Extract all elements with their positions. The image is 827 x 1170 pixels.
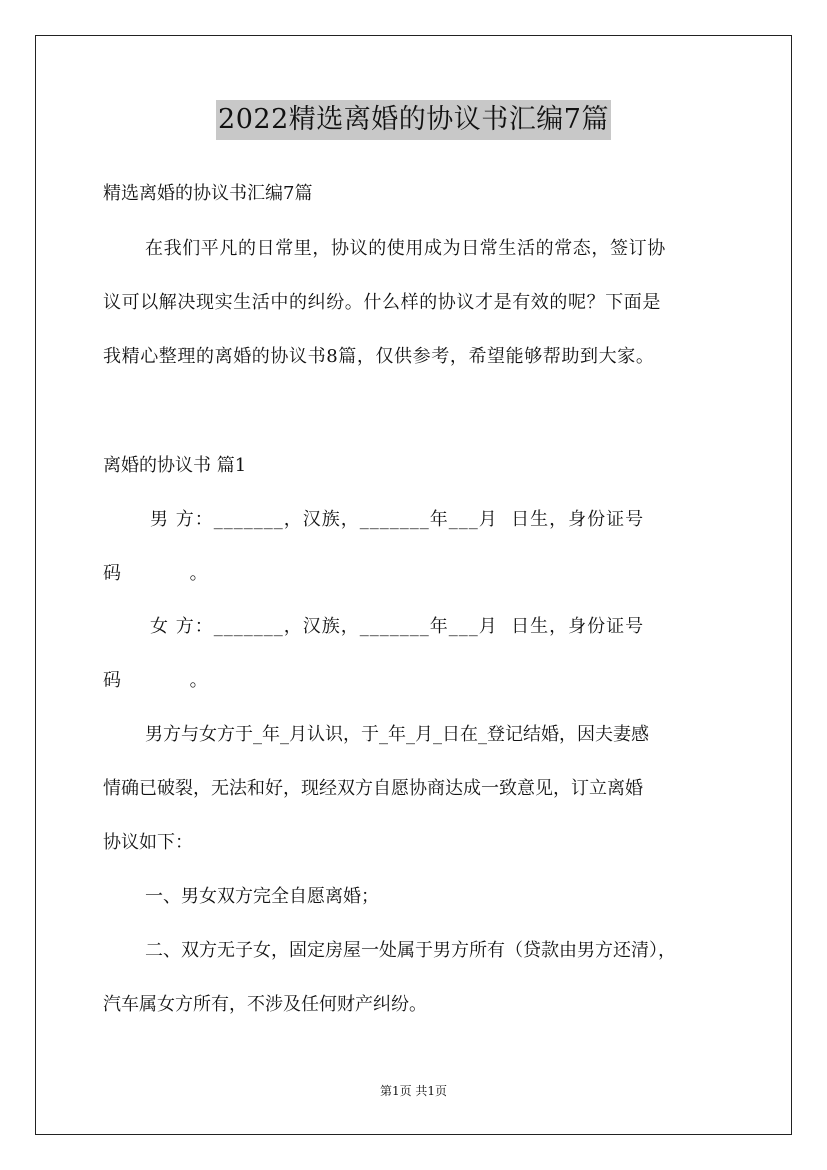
page-footer: 第1页 共1页 [379, 1084, 448, 1098]
body-line-2: 情确已破裂，无法和好，现经双方自愿协商达成一致意见，订立离婚 [103, 778, 643, 799]
intro-line-3: 我精心整理的离婚的协议书8篇，仅供参考，希望能够帮助到大家。 [103, 346, 655, 367]
body-line-1: 男方与女方于_年_月认识，于_年_月_日在_登记结婚，因夫妻感 [145, 724, 649, 745]
section-heading: 离婚的协议书 篇1 [103, 455, 247, 476]
clause-2-line-2: 汽车属女方所有，不涉及任何财产纠纷。 [103, 994, 427, 1015]
male-party-line: 男 方：_______，汉族，_______年___月 日生，身份证号 [150, 509, 645, 530]
clause-1: 一、男女双方完全自愿离婚； [145, 886, 379, 907]
intro-line-2: 议可以解决现实生活中的纠纷。什么样的协议才是有效的呢？下面是 [103, 292, 661, 313]
subtitle-line: 精选离婚的协议书汇编7篇 [103, 183, 313, 204]
title-container [0, 100, 827, 140]
female-id-line: 码 。 [103, 670, 208, 691]
intro-line-1: 在我们平凡的日常里，协议的使用成为日常生活的常态，签订协 [145, 238, 666, 259]
document-title: 2022精选离婚的协议书汇编7篇 [216, 100, 611, 140]
female-party-line: 女 方：_______，汉族，_______年___月 日生，身份证号 [150, 616, 645, 637]
body-line-3: 协议如下： [103, 832, 193, 853]
clause-2-line-1: 二、双方无子女，固定房屋一处属于男方所有（贷款由男方还清）， [145, 940, 676, 961]
male-id-line: 码 。 [103, 563, 208, 584]
